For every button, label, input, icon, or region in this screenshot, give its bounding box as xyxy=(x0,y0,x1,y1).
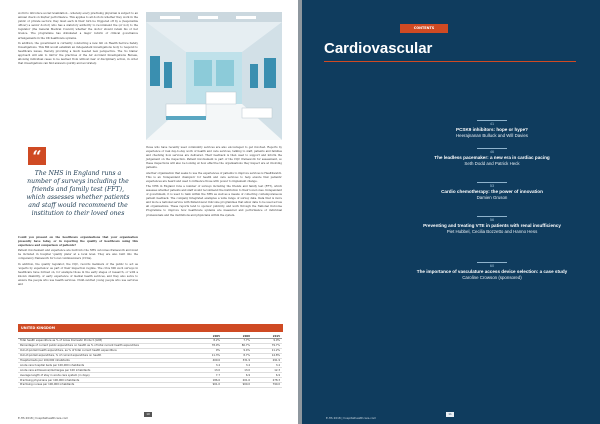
toc-title: The importance of vasculature access device selection: a case study xyxy=(416,268,568,274)
section-title: Cardiovascular xyxy=(324,40,433,57)
row-label: Hospital beds per 100,000 inhabitants xyxy=(18,358,192,363)
toc-page-number: 60 xyxy=(489,263,495,268)
toc-author: Heerajnanan Bulluck and Will Davies xyxy=(456,132,528,138)
table-cell: 7.7 xyxy=(192,373,222,378)
table-row xyxy=(18,383,282,388)
table-cell: 3.4 xyxy=(252,363,282,368)
toc-divider xyxy=(477,148,507,149)
pull-quote: The NHS in England runs a number of surveys including the friends and family test (FFT), which assesses whether patients and staff would recommend the institution to their loved ones xyxy=(26,170,130,217)
table-cell: 790.0 xyxy=(252,383,282,388)
row-label: Average length of stay in acute care system (in days) xyxy=(18,373,192,378)
row-label: Practising nurses per 100,000 inhabitants xyxy=(18,383,192,388)
paragraph: The NHS in England runs a number of surveys including the friends and family test (FFT), which assesses whether patients and staff would recommend the institution to their loved ones. Independent of government, it is used to rank within the NHS as well as a means of collecting contemporaneous patient feedback. The company Integrated examples a wide range of survey data. Data that is more and more a national service with Patient-level Outcome programmes that allow data to be used across all organisations. These reports tend to sponsor publicity, and work through the National Outcome Programme to improve how healthcare systems are measured and performance of individual professionals and the institutions and physicians within the system. xyxy=(146,184,282,217)
quote-mark-icon xyxy=(28,147,46,165)
table-cell: 78.9% xyxy=(192,343,222,348)
article-column-top-left xyxy=(18,12,138,67)
paragraph: In addition, the quality regulator, the CQC, records members of the public to act as 'experts by experience' as part of their inspection regime. The circa 600 such surveys in healthcare have formed on, for example those in the early stages of research, or with a known disability, or early experience of mental health services, and they also serve to ensure the people who use health services. Child-centred young people who use services and xyxy=(18,262,138,287)
statistics-table-box xyxy=(18,324,282,406)
column-header: 2008 xyxy=(222,334,252,339)
toc-page-number: 53 xyxy=(489,183,495,188)
table-cell: 11.2% xyxy=(252,348,282,353)
article-column-mid-left xyxy=(18,236,138,288)
table-cell: 186.6 xyxy=(192,378,222,383)
paragraph: Another organisation that seeks to use the experiences of patients to improve services is Healthwatch. This is an 'independent champion' for health and care services to help ensure that patients' experiences are heard and used to influence those with power to implement change. xyxy=(146,171,282,183)
toc-item[interactable] xyxy=(402,148,582,167)
toc-title: Preventing and treating VTE in patients with renal insufficiency xyxy=(423,222,561,228)
page-number: 11 xyxy=(446,412,454,417)
toc-item[interactable] xyxy=(402,182,582,201)
page-number: 10 xyxy=(144,412,152,417)
toc-author: Piet Hubbel, Cecilia Bozzetto and Hanno Hess xyxy=(446,228,538,234)
table-cell: 6.9 xyxy=(252,373,282,378)
row-label: Acute care hospital beds per 100,000 inhabitants xyxy=(18,363,192,368)
left-page xyxy=(0,0,298,424)
toc-divider xyxy=(477,216,507,217)
table-cell: 6.9 xyxy=(222,373,252,378)
paragraph: In addition, the government is currently conducting a new bill on Health Service Safety Investigations. This Bill would establish an independent investigations body to respond to healthcare issues, thereby providing a much needed new perspective. The 'no blame' approach will aim to mirror the practices of the Air Accident Investigations Bureau, allowing individual cases to be learned from without fear of disciplinary action, in order that investigations can find answers quickly and accurately. xyxy=(18,41,138,66)
row-label: Total health expenditure as % of Gross Domestic Product (GDP) xyxy=(18,339,192,344)
table-cell: 9.4% xyxy=(222,348,252,353)
table-cell: 901.0 xyxy=(192,383,222,388)
toc-page-number: 46 xyxy=(489,149,495,154)
row-label: Out-of-pocket expenditure, % of current expenditure on health xyxy=(18,353,192,358)
table-cell: 80.7% xyxy=(222,343,252,348)
table-cell: 8.2% xyxy=(192,339,222,344)
row-label: Practising physicians per 100,000 inhabitants xyxy=(18,378,192,383)
table-title: UNITED KINGDOM xyxy=(18,324,283,332)
toc-author: Caroline Crowson (sponsored) xyxy=(462,274,522,280)
footer-text: E-HS 2018 | hospitalhealthcare.com xyxy=(18,416,69,420)
toc-page-number: 41 xyxy=(489,121,495,126)
table-cell: 14.8% xyxy=(252,353,282,358)
table-cell: 8.7% xyxy=(222,353,252,358)
article-column-mid-right xyxy=(146,146,282,219)
table-cell: 9.9% xyxy=(252,339,282,344)
column-header: 2005 xyxy=(192,334,222,339)
row-label: Percentage of current public expenditure on health as % of total current health expenditure xyxy=(18,343,192,348)
toc-title: The leadless pacemaker: a new era in cardiac pacing xyxy=(434,154,550,160)
toc-item[interactable] xyxy=(402,262,582,281)
table-cell: 13.0 xyxy=(192,368,222,373)
table-cell: 12.3 xyxy=(252,368,282,373)
column-header: 2015 xyxy=(252,334,282,339)
toc-divider xyxy=(477,182,507,183)
table-cell: 3.4 xyxy=(192,363,222,368)
toc-divider xyxy=(477,120,507,121)
svg-text:“: “ xyxy=(32,147,42,165)
right-page xyxy=(302,0,600,424)
table-cell: 9% xyxy=(192,348,222,353)
toc-author: Seth Dodd and Patrick Heck xyxy=(464,160,520,166)
table-cell: 7.7% xyxy=(222,339,252,344)
table-cell: 291.9 xyxy=(252,358,282,363)
toc-author: Damien Gruson xyxy=(476,194,508,200)
table-cell: 278.3 xyxy=(252,378,282,383)
table-cell: 3.4 xyxy=(222,363,252,368)
footer-text: E-HS 2018 | hospitalhealthcare.com xyxy=(326,416,377,420)
paragraph: Could you present on the healthcare organisations that your organisation presently have today, or in reporting the quality of healthcare using this experience and comparison of patients? xyxy=(18,236,138,248)
paragraph: those who have recently used community services are also encouraged to get involved. Reports by experience of real day-to-day work of health and care services, talking to staff, patients and families and checking how services are delivered. Their feedback is then used to support and inform the judgement on the inspection. Patient involvement is part of the CQC framework for assessment, so these inspections will also be looking at how effective the organisations they inspect are at involving patients. xyxy=(146,146,282,170)
table-cell: 409.6 xyxy=(192,358,222,363)
table-body xyxy=(18,339,282,388)
toc-item[interactable] xyxy=(402,216,582,235)
statistics-table xyxy=(18,334,282,388)
row-label: Out-of-pocket health expenditure, as % of total current health expenditure xyxy=(18,348,192,353)
toc-title: PCSK9 inhibitors: hope or hype? xyxy=(456,126,528,132)
row-label: Acute care admissions/discharges per 100 inhabitants xyxy=(18,368,192,373)
paragraph: world to introduce social revalidation – whereby every practising physician is subject to an annual check on his/her performance. This applies to all doctors whether they work in the public or private sectors; they must each in their turn be triggered off by a (responsible officer) a senior doctor) who has a statutory authority to recommend the (or not) to the regulator (the General Medical Council) whether the doctor should retain his or her licence. The programme has stimulated a major reform of clinical governance arrangements in the UK healthcare systems. xyxy=(18,12,138,40)
table-cell: 331.9 xyxy=(222,358,252,363)
hospital-corridor-illustration xyxy=(146,12,282,140)
table-cell: 11.3% xyxy=(192,353,222,358)
toc-title: Cardio chemotherapy: the power of innovation xyxy=(441,188,543,194)
paragraph: Patient involvement and experience are built into the NHS outcomes framework and must be included in hospital 'quality plans' at a local level. They are also built into the competency framework for local commissioners (CCGs). xyxy=(18,249,138,261)
title-divider xyxy=(324,61,576,62)
table-cell: 201.6 xyxy=(222,378,252,383)
contents-label: CONTENTS xyxy=(400,24,448,33)
table-cell: 900.0 xyxy=(222,383,252,388)
toc-page-number: 56 xyxy=(489,217,495,222)
table-cell: 13.0 xyxy=(222,368,252,373)
table-cell: 79.7% xyxy=(252,343,282,348)
toc-divider xyxy=(477,262,507,263)
hospital-corridor-photo xyxy=(146,12,282,140)
toc-item[interactable] xyxy=(402,120,582,139)
